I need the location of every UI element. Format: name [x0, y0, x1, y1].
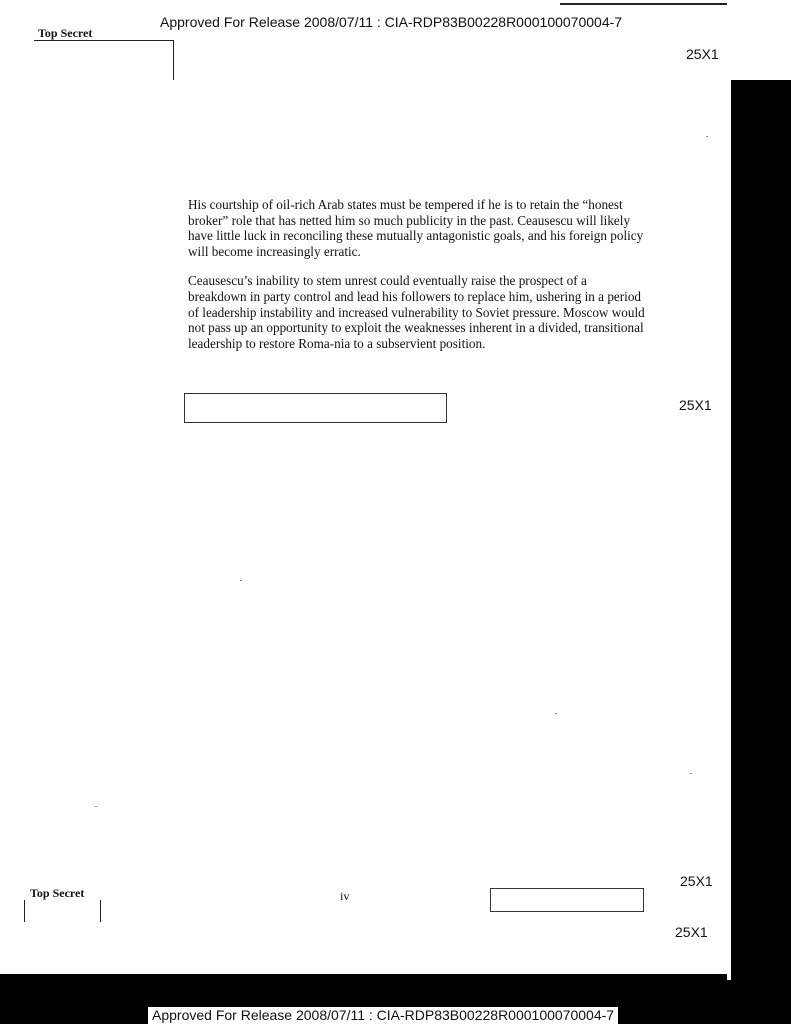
classification-top: Top Secret	[38, 26, 93, 40]
paragraph: Ceausescu’s inability to stem unrest could eventually raise the prospect of a breakdown in party control and lead his followers to replace him, ushering in a period of leadership instability and increased vulnerability to Soviet pressure. Moscow would not pass up an opportunity to exploit the weaknesses inherent in a divided, transitional leadership to restore Roma-nia to a subservient position.	[188, 273, 645, 351]
exemption-marker: 25X1	[686, 46, 719, 62]
divider	[173, 40, 174, 80]
exemption-marker: 25X1	[675, 924, 708, 940]
redaction-box	[184, 393, 447, 423]
divider	[100, 900, 101, 922]
scan-speck	[95, 806, 97, 807]
divider	[24, 900, 25, 922]
scan-top-edge	[0, 0, 791, 8]
body-text	[188, 197, 648, 365]
scan-right-shadow	[727, 80, 791, 980]
scan-speck	[555, 713, 557, 714]
exemption-marker: 25X1	[680, 873, 713, 889]
release-stamp-bottom: Approved For Release 2008/07/11 : CIA-RDP83B00228R000100070004-7	[148, 1007, 618, 1024]
paragraph: His courtship of oil-rich Arab states must be tempered if he is to retain the “honest broker” role that has netted him so much publicity in the past. Ceausescu will likely have little luck in reconciling these mutually antagonistic goals, and his foreign policy will become increasingly erratic.	[188, 197, 644, 259]
page-number: iv	[340, 889, 350, 903]
divider	[34, 40, 174, 41]
scan-speck	[706, 136, 708, 137]
document-page	[0, 8, 727, 974]
scan-speck	[690, 773, 692, 774]
redaction-box	[490, 888, 644, 912]
scan-speck	[240, 580, 242, 581]
scan-right-margin	[727, 0, 791, 80]
classification-bottom: Top Secret	[30, 886, 85, 900]
exemption-marker: 25X1	[679, 397, 712, 413]
release-stamp-top: Approved For Release 2008/07/11 : CIA-RDP83B00228R000100070004-7	[160, 14, 623, 30]
